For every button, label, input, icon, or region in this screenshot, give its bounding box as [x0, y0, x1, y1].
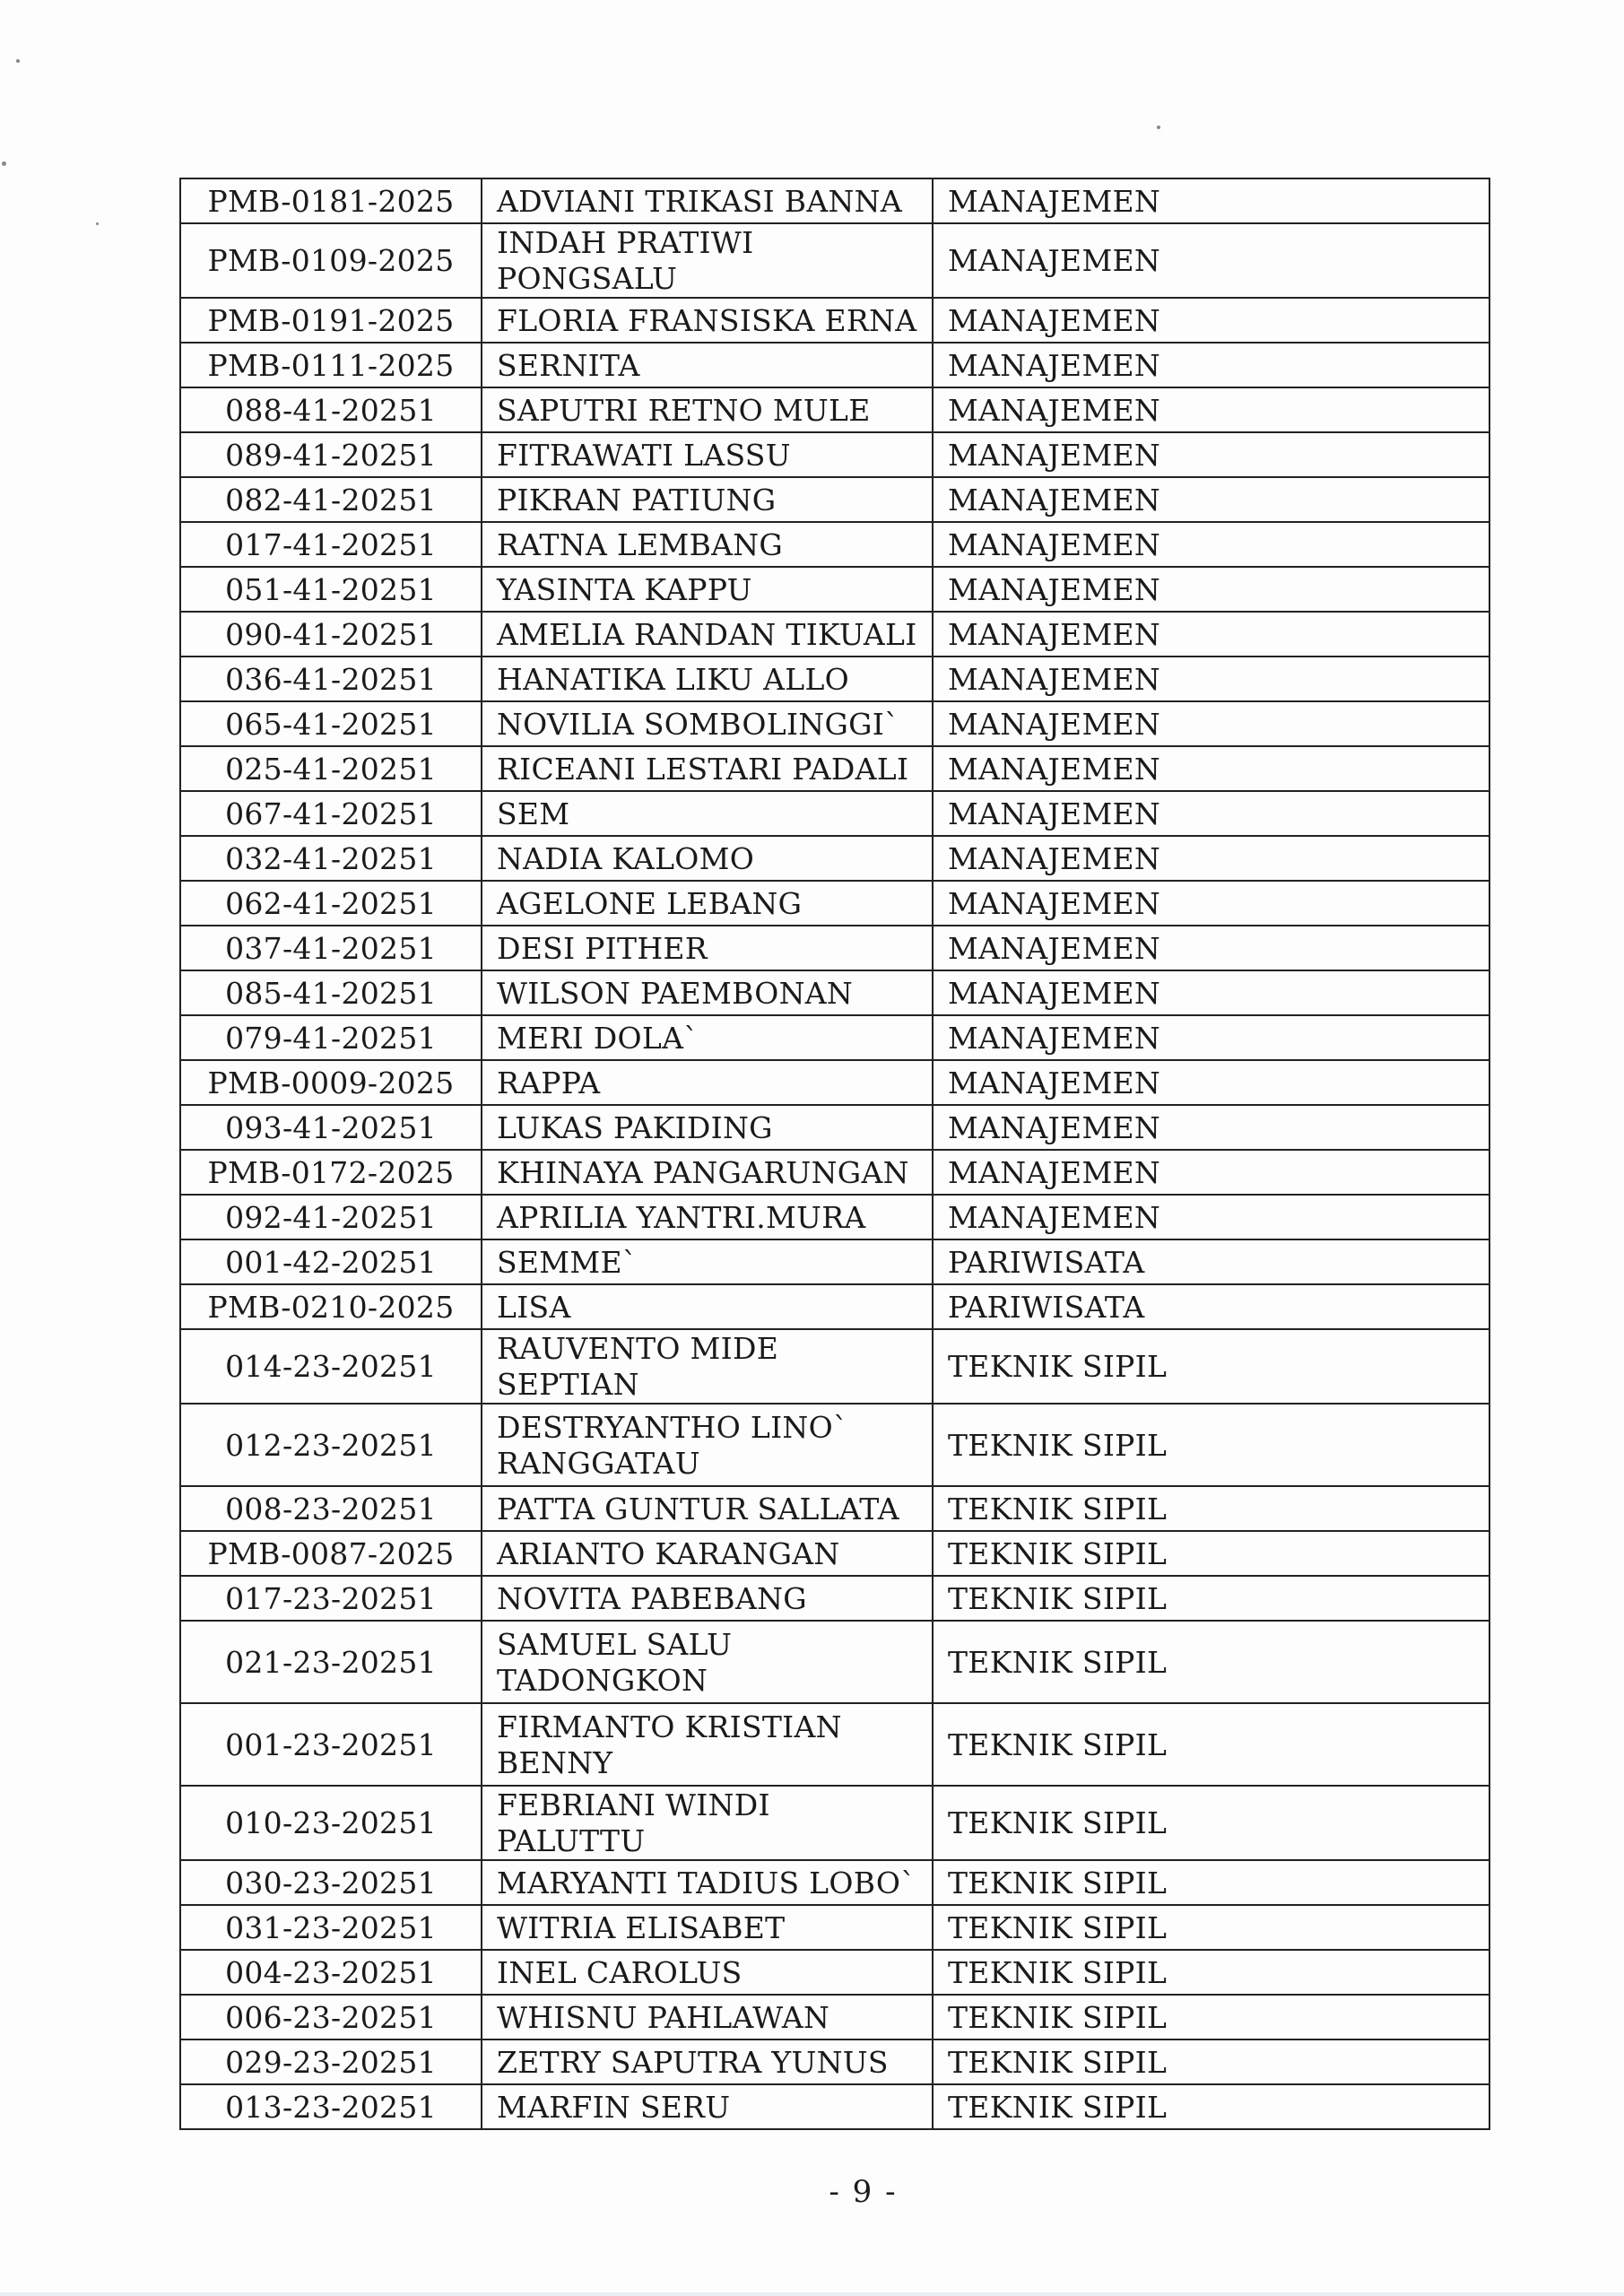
scan-speck [2, 161, 6, 166]
program-cell: MANAJEMEN [933, 1015, 1489, 1060]
student-name-cell: SEMME` [482, 1239, 933, 1284]
table-row [180, 2084, 1489, 2129]
student-name-cell: ZETRY SAPUTRA YUNUS [482, 2039, 933, 2084]
program-cell: MANAJEMEN [933, 387, 1489, 432]
program-cell: MANAJEMEN [933, 223, 1489, 298]
program-cell: MANAJEMEN [933, 836, 1489, 881]
student-name-cell: SERNITA [482, 343, 933, 387]
student-id-cell: 089-41-20251 [180, 432, 482, 477]
table-row [180, 522, 1489, 567]
student-name-cell: YASINTA KAPPU [482, 567, 933, 612]
table-row [180, 1860, 1489, 1905]
program-cell: TEKNIK SIPIL [933, 2084, 1489, 2129]
student-name-cell: AMELIA RANDAN TIKUALI [482, 612, 933, 657]
program-cell: TEKNIK SIPIL [933, 1905, 1489, 1950]
program-cell: TEKNIK SIPIL [933, 1950, 1489, 1995]
student-name-cell: NADIA KALOMO [482, 836, 933, 881]
student-name-cell: PIKRAN PATIUNG [482, 477, 933, 522]
program-cell: MANAJEMEN [933, 343, 1489, 387]
student-name-cell: FEBRIANI WINDI PALUTTU [482, 1786, 933, 1860]
student-table [179, 178, 1490, 2130]
scan-speck [1157, 126, 1160, 129]
table-row [180, 701, 1489, 746]
program-cell: MANAJEMEN [933, 881, 1489, 926]
program-cell: MANAJEMEN [933, 926, 1489, 970]
program-cell: MANAJEMEN [933, 746, 1489, 791]
table-row [180, 926, 1489, 970]
table-row [180, 1905, 1489, 1950]
student-name-cell: RATNA LEMBANG [482, 522, 933, 567]
student-id-cell: 012-23-20251 [180, 1404, 482, 1486]
page-number: - 9 - [829, 2174, 898, 2210]
program-cell: TEKNIK SIPIL [933, 1404, 1489, 1486]
table-row [180, 1239, 1489, 1284]
student-id-cell: PMB-0087-2025 [180, 1531, 482, 1576]
student-id-cell: PMB-0109-2025 [180, 223, 482, 298]
student-id-cell: 006-23-20251 [180, 1995, 482, 2039]
scan-edge [0, 2292, 1624, 2296]
student-id-cell: 062-41-20251 [180, 881, 482, 926]
student-name-cell: FITRAWATI LASSU [482, 432, 933, 477]
program-cell: TEKNIK SIPIL [933, 1531, 1489, 1576]
table-row [180, 970, 1489, 1015]
student-id-cell: 014-23-20251 [180, 1329, 482, 1404]
table-row [180, 836, 1489, 881]
student-id-cell: 051-41-20251 [180, 567, 482, 612]
student-name-cell: MERI DOLA` [482, 1015, 933, 1060]
student-id-cell: 085-41-20251 [180, 970, 482, 1015]
student-name-cell: DESTRYANTHO LINO` RANGGATAU [482, 1404, 933, 1486]
table-row [180, 612, 1489, 657]
student-name-cell: RAUVENTO MIDE SEPTIAN [482, 1329, 933, 1404]
program-cell: MANAJEMEN [933, 701, 1489, 746]
student-id-cell: 004-23-20251 [180, 1950, 482, 1995]
student-id-cell: PMB-0210-2025 [180, 1284, 482, 1329]
table-row [180, 178, 1489, 223]
table-row [180, 881, 1489, 926]
program-cell: TEKNIK SIPIL [933, 1486, 1489, 1531]
table-row [180, 387, 1489, 432]
student-name-cell: INEL CAROLUS [482, 1950, 933, 1995]
student-id-cell: 029-23-20251 [180, 2039, 482, 2084]
program-cell: TEKNIK SIPIL [933, 1576, 1489, 1621]
table-row [180, 298, 1489, 343]
student-id-cell: 001-23-20251 [180, 1703, 482, 1786]
student-name-cell: ADVIANI TRIKASI BANNA [482, 178, 933, 223]
student-name-cell: SEM [482, 791, 933, 836]
program-cell: MANAJEMEN [933, 612, 1489, 657]
scan-speck [16, 59, 20, 63]
student-id-cell: 031-23-20251 [180, 1905, 482, 1950]
student-table-body [180, 178, 1489, 2129]
student-name-cell: SAPUTRI RETNO MULE [482, 387, 933, 432]
program-cell: MANAJEMEN [933, 298, 1489, 343]
table-row [180, 1486, 1489, 1531]
student-id-cell: 030-23-20251 [180, 1860, 482, 1905]
table-row [180, 1404, 1489, 1486]
student-id-cell: 001-42-20251 [180, 1239, 482, 1284]
table-row [180, 1950, 1489, 1995]
student-name-cell: MARYANTI TADIUS LOBO` [482, 1860, 933, 1905]
table-row [180, 432, 1489, 477]
table-row [180, 1621, 1489, 1703]
table-row [180, 1150, 1489, 1195]
student-name-cell: WILSON PAEMBONAN [482, 970, 933, 1015]
student-id-cell: 021-23-20251 [180, 1621, 482, 1703]
program-cell: TEKNIK SIPIL [933, 1860, 1489, 1905]
program-cell: MANAJEMEN [933, 432, 1489, 477]
program-cell: TEKNIK SIPIL [933, 1329, 1489, 1404]
program-cell: TEKNIK SIPIL [933, 1621, 1489, 1703]
student-id-cell: 065-41-20251 [180, 701, 482, 746]
student-name-cell: KHINAYA PANGARUNGAN [482, 1150, 933, 1195]
student-id-cell: PMB-0181-2025 [180, 178, 482, 223]
student-id-cell: PMB-0111-2025 [180, 343, 482, 387]
student-id-cell: 067-41-20251 [180, 791, 482, 836]
student-id-cell: 013-23-20251 [180, 2084, 482, 2129]
program-cell: TEKNIK SIPIL [933, 1995, 1489, 2039]
program-cell: TEKNIK SIPIL [933, 1786, 1489, 1860]
student-name-cell: FIRMANTO KRISTIAN BENNY [482, 1703, 933, 1786]
student-id-cell: PMB-0009-2025 [180, 1060, 482, 1105]
table-row [180, 223, 1489, 298]
student-id-cell: 010-23-20251 [180, 1786, 482, 1860]
student-name-cell: RAPPA [482, 1060, 933, 1105]
program-cell: MANAJEMEN [933, 970, 1489, 1015]
program-cell: MANAJEMEN [933, 1150, 1489, 1195]
student-id-cell: 032-41-20251 [180, 836, 482, 881]
table-row [180, 343, 1489, 387]
program-cell: MANAJEMEN [933, 657, 1489, 701]
student-name-cell: AGELONE LEBANG [482, 881, 933, 926]
table-row [180, 477, 1489, 522]
student-id-cell: 079-41-20251 [180, 1015, 482, 1060]
program-cell: MANAJEMEN [933, 1060, 1489, 1105]
student-name-cell: WHISNU PAHLAWAN [482, 1995, 933, 2039]
student-name-cell: INDAH PRATIWI PONGSALU [482, 223, 933, 298]
table-row [180, 657, 1489, 701]
program-cell: MANAJEMEN [933, 178, 1489, 223]
table-row [180, 746, 1489, 791]
student-name-cell: APRILIA YANTRI.MURA [482, 1195, 933, 1239]
program-cell: MANAJEMEN [933, 791, 1489, 836]
student-id-cell: 090-41-20251 [180, 612, 482, 657]
table-row [180, 1786, 1489, 1860]
table-row [180, 1531, 1489, 1576]
student-name-cell: LUKAS PAKIDING [482, 1105, 933, 1150]
student-name-cell: WITRIA ELISABET [482, 1905, 933, 1950]
student-id-cell: 008-23-20251 [180, 1486, 482, 1531]
student-id-cell: 088-41-20251 [180, 387, 482, 432]
student-table-container [179, 178, 1489, 2130]
student-name-cell: MARFIN SERU [482, 2084, 933, 2129]
student-id-cell: 017-23-20251 [180, 1576, 482, 1621]
program-cell: MANAJEMEN [933, 567, 1489, 612]
scan-speck [96, 222, 99, 225]
student-id-cell: 025-41-20251 [180, 746, 482, 791]
table-row [180, 1195, 1489, 1239]
student-name-cell: SAMUEL SALU TADONGKON [482, 1621, 933, 1703]
student-name-cell: NOVILIA SOMBOLINGGI` [482, 701, 933, 746]
table-row [180, 1105, 1489, 1150]
program-cell: MANAJEMEN [933, 477, 1489, 522]
table-row [180, 1703, 1489, 1786]
program-cell: TEKNIK SIPIL [933, 1703, 1489, 1786]
student-name-cell: HANATIKA LIKU ALLO [482, 657, 933, 701]
program-cell: TEKNIK SIPIL [933, 2039, 1489, 2084]
student-name-cell: DESI PITHER [482, 926, 933, 970]
table-row [180, 567, 1489, 612]
table-row [180, 1576, 1489, 1621]
table-row [180, 1015, 1489, 1060]
student-name-cell: PATTA GUNTUR SALLATA [482, 1486, 933, 1531]
student-id-cell: 037-41-20251 [180, 926, 482, 970]
student-id-cell: PMB-0191-2025 [180, 298, 482, 343]
student-id-cell: 017-41-20251 [180, 522, 482, 567]
table-row [180, 2039, 1489, 2084]
program-cell: MANAJEMEN [933, 522, 1489, 567]
table-row [180, 791, 1489, 836]
program-cell: PARIWISATA [933, 1284, 1489, 1329]
table-row [180, 1284, 1489, 1329]
student-id-cell: PMB-0172-2025 [180, 1150, 482, 1195]
program-cell: MANAJEMEN [933, 1195, 1489, 1239]
student-name-cell: NOVITA PABEBANG [482, 1576, 933, 1621]
table-row [180, 1329, 1489, 1404]
student-name-cell: RICEANI LESTARI PADALI [482, 746, 933, 791]
program-cell: MANAJEMEN [933, 1105, 1489, 1150]
table-row [180, 1060, 1489, 1105]
program-cell: PARIWISATA [933, 1239, 1489, 1284]
student-id-cell: 036-41-20251 [180, 657, 482, 701]
student-id-cell: 093-41-20251 [180, 1105, 482, 1150]
student-name-cell: FLORIA FRANSISKA ERNA [482, 298, 933, 343]
table-row [180, 1995, 1489, 2039]
student-id-cell: 092-41-20251 [180, 1195, 482, 1239]
student-id-cell: 082-41-20251 [180, 477, 482, 522]
student-name-cell: ARIANTO KARANGAN [482, 1531, 933, 1576]
student-name-cell: LISA [482, 1284, 933, 1329]
